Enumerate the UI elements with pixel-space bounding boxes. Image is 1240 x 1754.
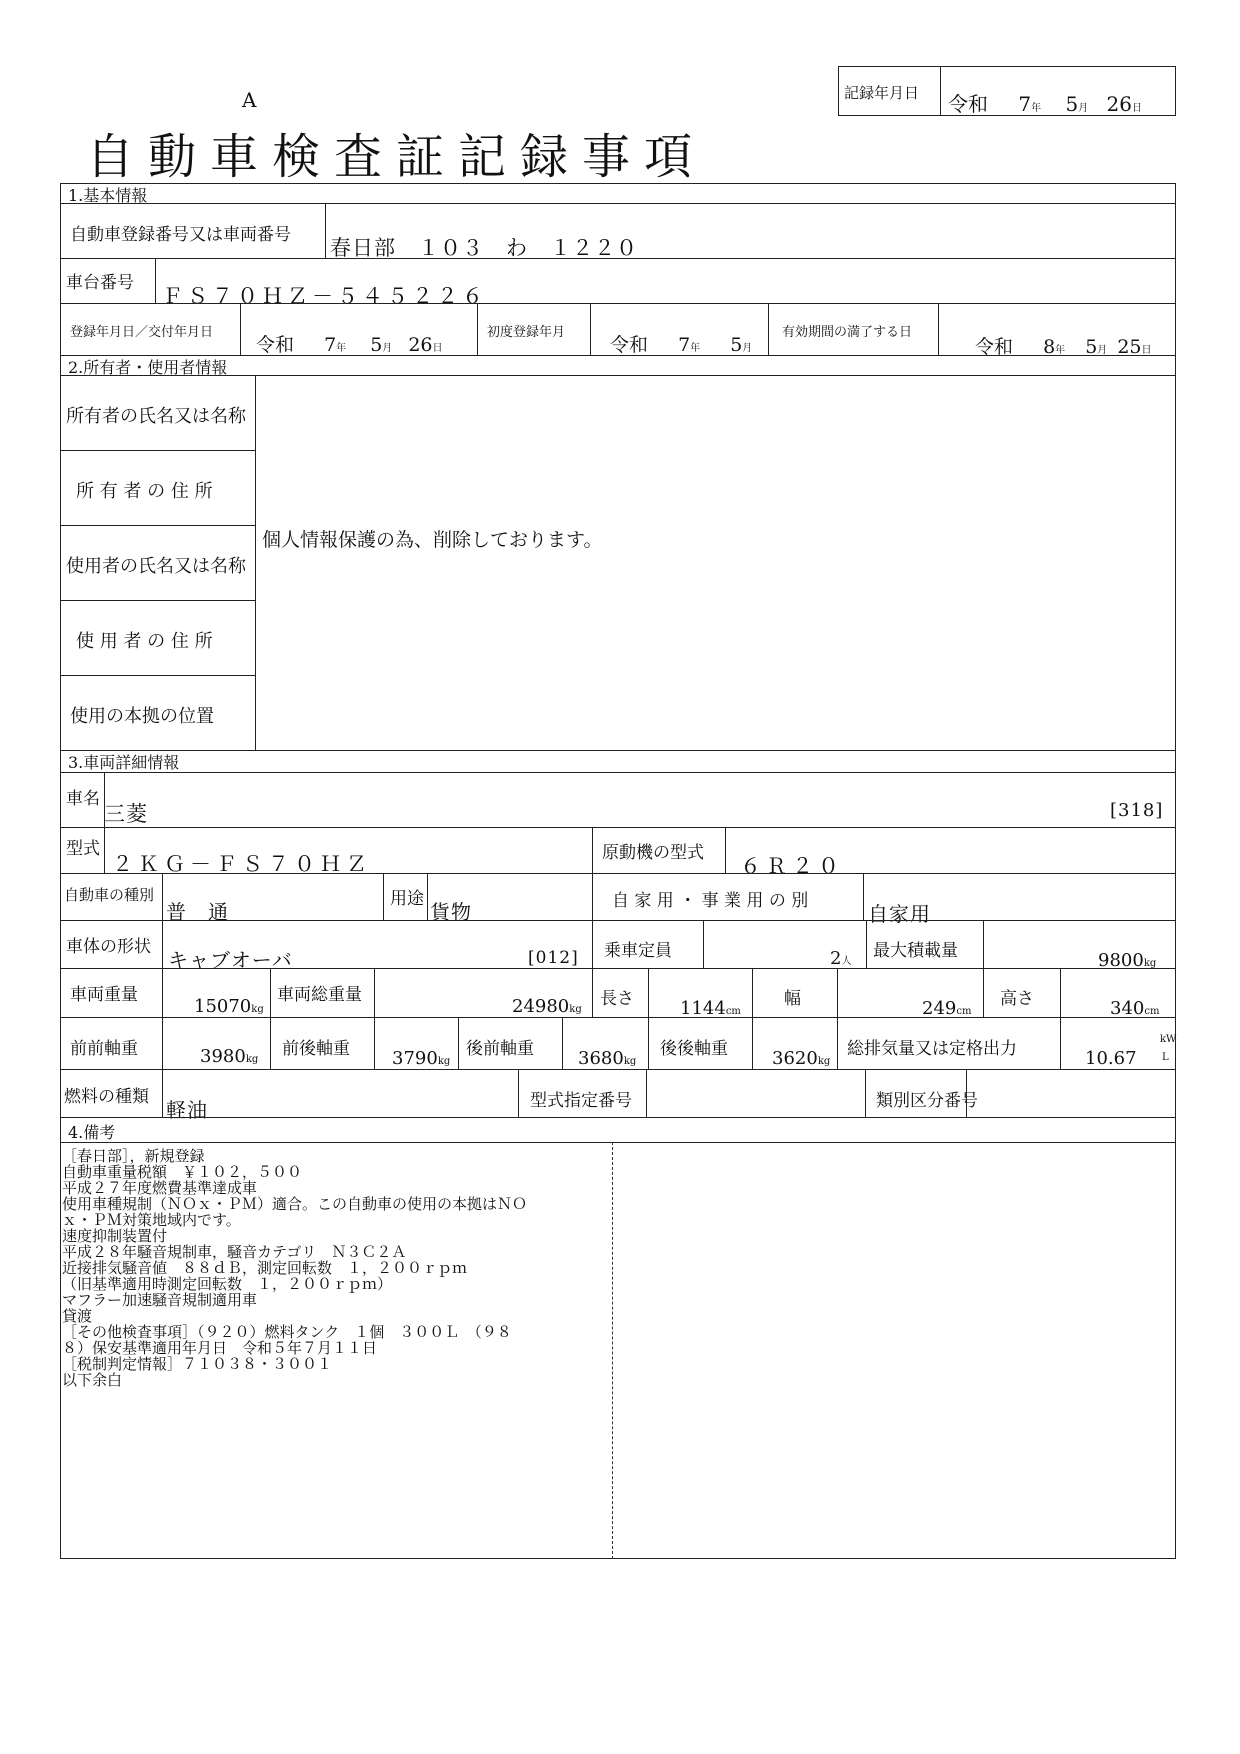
- first-reg-label: 初度登録年月: [487, 325, 566, 340]
- type-designation-label: 型式指定番号: [530, 1091, 632, 1111]
- width-value: 249cm: [922, 998, 972, 1019]
- remarks-line: ［税制判定情報］７１０３８・３００１: [62, 1355, 333, 1373]
- engine-label: 原動機の型式: [602, 843, 704, 863]
- expiry-value: 令和 8年 5月 25日: [975, 336, 1152, 358]
- private-business-value: 自家用: [868, 902, 931, 926]
- remarks-line: ［春日部］，新規登録: [62, 1147, 205, 1165]
- section-4-heading: 4.備考: [68, 1123, 116, 1142]
- record-date-value: 令和 7年 5月 26日: [948, 92, 1142, 116]
- remarks-line: 以下余白: [62, 1371, 123, 1389]
- remarks-line: 平成２７年度燃費基準達成車: [62, 1179, 258, 1197]
- remarks-line: （旧基準適用時測定回転数 １，２００ｒｐｍ）: [62, 1275, 393, 1293]
- first-reg-value: 令和 7年 5月: [610, 334, 753, 356]
- use-label: 用途: [390, 889, 424, 909]
- user-address-label: 使 用 者 の 住 所: [76, 631, 213, 652]
- chassis-label: 車台番号: [66, 273, 134, 293]
- length-value: 1144cm: [680, 998, 741, 1019]
- body-shape-code: [012]: [528, 948, 579, 968]
- rear-front-axle-label: 後前軸重: [466, 1039, 534, 1059]
- remarks-line: マフラー加速騒音規制適用車: [62, 1291, 258, 1309]
- corner-mark: A: [242, 88, 257, 112]
- engine-value: ６Ｒ２０: [740, 854, 844, 878]
- record-date-label: 記録年月日: [844, 84, 920, 102]
- vehicle-name-code: [318]: [1110, 800, 1164, 821]
- reg-date-label: 登録年月日／交付年月日: [70, 325, 214, 340]
- model-label: 型式: [66, 839, 100, 859]
- remarks-line: 貸渡: [62, 1307, 93, 1325]
- reg-date-value: 令和 7年 5月 26日: [256, 334, 443, 356]
- height-label: 高さ: [1000, 989, 1034, 1009]
- owner-address-label: 所 有 者 の 住 所: [76, 481, 213, 502]
- section-3-heading: 3.車両詳細情報: [68, 753, 180, 772]
- owner-name-label: 所有者の氏名又は名称: [66, 406, 246, 427]
- kind-label: 自動車の種別: [64, 886, 155, 904]
- max-load-label: 最大積載量: [873, 941, 958, 961]
- classification-label: 類別区分番号: [876, 1091, 978, 1111]
- chassis-value: ＦＳ７０ＨＺ－５４５２２６: [162, 284, 487, 308]
- section-1-heading: 1.基本情報: [68, 186, 148, 205]
- remarks-line: 使用車種規制（ＮＯｘ・ＰＭ）適合。この自動車の使用の本拠はＮＯ: [62, 1195, 528, 1213]
- remarks-text: [62, 1148, 608, 1388]
- displacement-value: 10.67: [1085, 1048, 1137, 1069]
- front-front-axle-label: 前前軸重: [70, 1039, 138, 1059]
- expiry-label: 有効期間の満了する日: [782, 325, 913, 340]
- reg-no-label: 自動車登録番号又は車両番号: [70, 225, 291, 245]
- front-rear-axle-label: 前後軸重: [282, 1039, 350, 1059]
- user-name-label: 使用者の氏名又は名称: [66, 556, 246, 577]
- kind-value: 普 通: [166, 900, 229, 924]
- width-label: 幅: [784, 989, 801, 1009]
- length-label: 長さ: [600, 989, 634, 1009]
- fuel-type-value: 軽油: [166, 1098, 208, 1122]
- rear-front-axle-value: 3680kg: [578, 1048, 637, 1069]
- rear-rear-axle-label: 後後軸重: [660, 1039, 728, 1059]
- vehicle-weight-value: 15070kg: [194, 996, 264, 1017]
- remarks-line: 近接排気騒音値 ８８ｄＢ，測定回転数 １，２００ｒｐｍ: [62, 1259, 468, 1277]
- remarks-line: ［その他検査事項］（９２０）燃料タンク １個 ３００Ｌ （９８: [62, 1323, 512, 1341]
- private-business-label: 自 家 用 ・ 事 業 用 の 別: [612, 891, 809, 911]
- fuel-type-label: 燃料の種類: [64, 1087, 149, 1107]
- capacity-label: 乗車定員: [604, 941, 672, 961]
- remarks-line: 自動車重量税額 ￥１０２，５００: [62, 1163, 303, 1181]
- displacement-unit-l: L: [1162, 1052, 1169, 1063]
- gross-weight-value: 24980kg: [512, 996, 582, 1017]
- height-value: 340cm: [1110, 998, 1160, 1019]
- redacted-notice: 個人情報保護の為、削除しております。: [262, 529, 603, 551]
- vehicle-name-label: 車名: [66, 789, 100, 809]
- displacement-label: 総排気量又は定格出力: [847, 1039, 1017, 1059]
- front-front-axle-value: 3980kg: [200, 1046, 259, 1067]
- body-shape-value: キャブオーバ: [168, 948, 293, 972]
- section-2-heading: 2.所有者・使用者情報: [68, 358, 228, 377]
- use-value: 貨物: [430, 900, 472, 924]
- base-location-label: 使用の本拠の位置: [70, 706, 214, 727]
- gross-weight-label: 車両総重量: [277, 985, 362, 1005]
- remarks-line: ｘ・ＰＭ対策地域内です。: [62, 1211, 241, 1229]
- remarks-divider: [612, 1142, 613, 1559]
- displacement-unit-kw: kW: [1160, 1034, 1177, 1045]
- front-rear-axle-value: 3790kg: [392, 1048, 451, 1069]
- remarks-line: 速度抑制装置付: [62, 1227, 168, 1245]
- rear-rear-axle-value: 3620kg: [772, 1048, 831, 1069]
- remarks-line: ８）保安基準適用年月日 令和５年７月１１日: [62, 1339, 378, 1357]
- model-value: ２ＫＧ－ＦＳ７０ＨＺ: [112, 852, 372, 876]
- body-shape-label: 車体の形状: [66, 937, 151, 957]
- capacity-value: 2人: [830, 948, 852, 969]
- reg-no-value: 春日部 １０３ わ １２２０: [330, 236, 638, 260]
- vehicle-weight-label: 車両重量: [70, 985, 138, 1005]
- max-load-value: 9800kg: [1098, 950, 1157, 971]
- remarks-line: 平成２８年騒音規制車，騒音カテゴリ Ｎ３Ｃ２Ａ: [62, 1243, 407, 1261]
- vehicle-name-value: 三菱: [104, 802, 148, 826]
- document-title: 自動車検査証記録事項: [86, 129, 707, 185]
